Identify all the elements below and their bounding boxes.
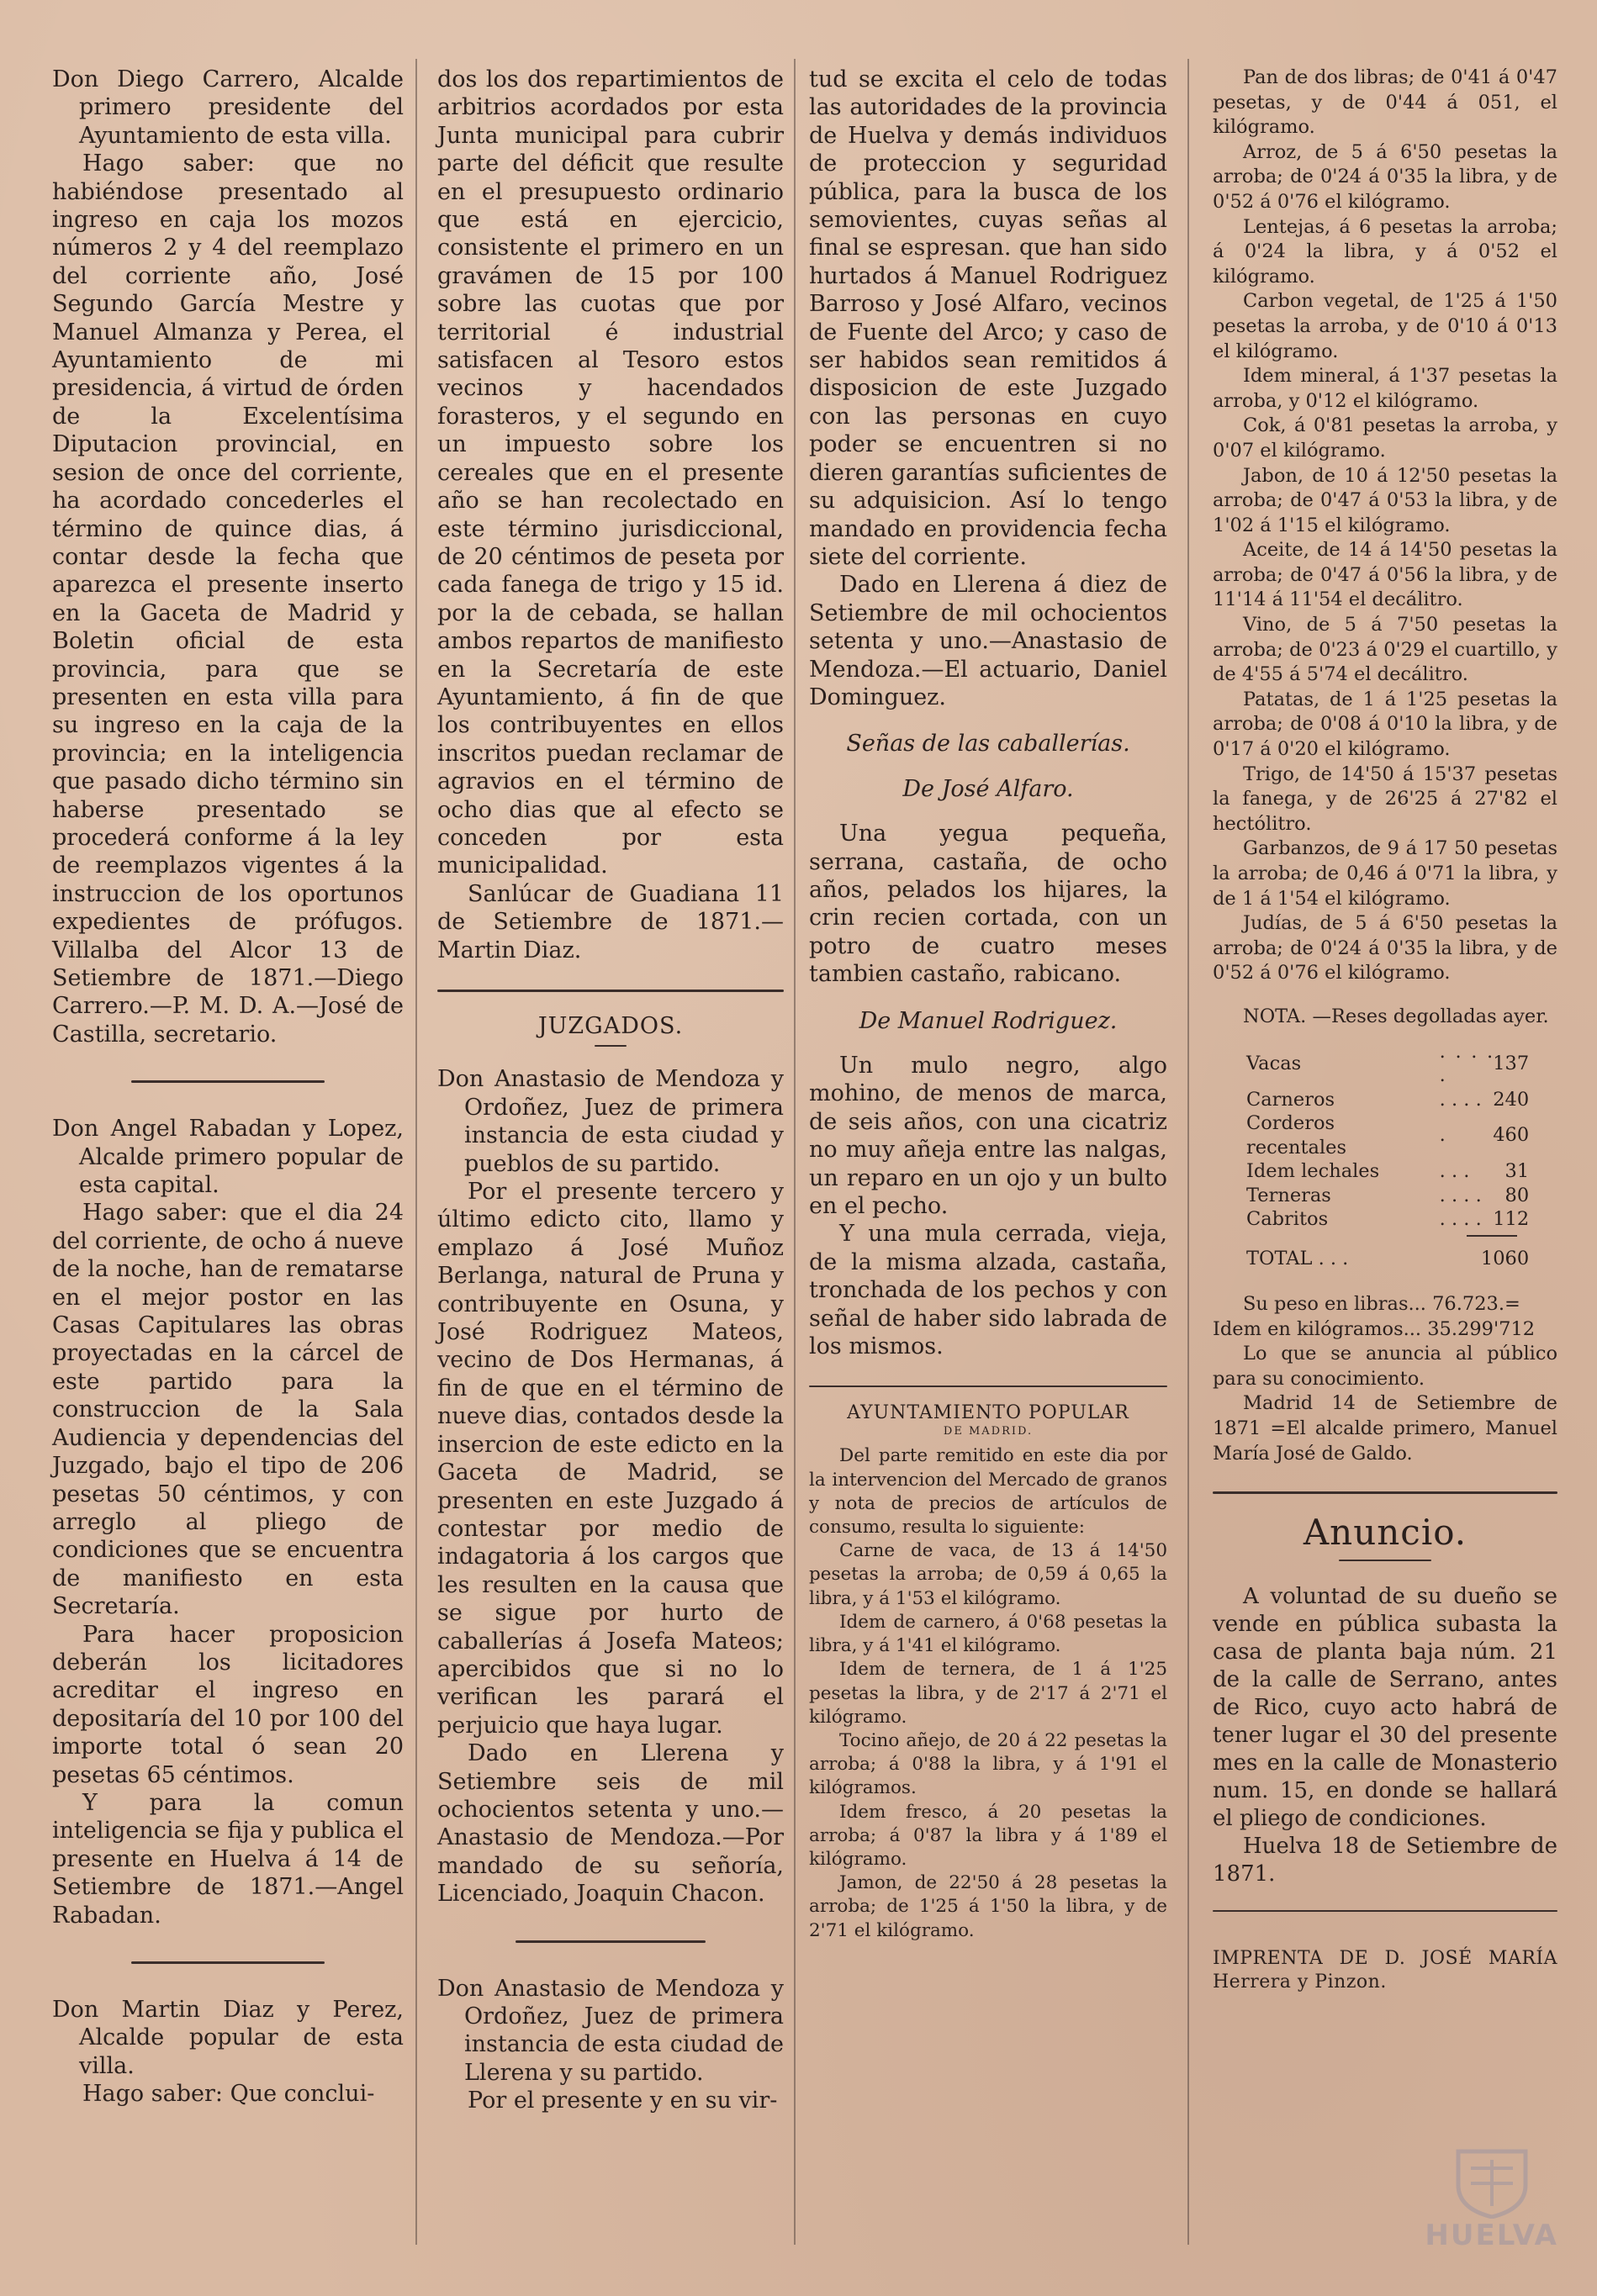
crest-icon <box>1446 2143 1538 2219</box>
heading-underline <box>595 1045 627 1047</box>
edict-header: Don Anastasio de Mendoza y Ordoñez, Juez de primera instancia de esta ciudad de Llerena y su partido. <box>437 1975 784 2086</box>
closing-signature: Madrid 14 de Setiembre de 1871 =El alcalde primero, Manuel María José de Galdo. <box>1213 1392 1557 1465</box>
column-4 <box>1213 66 1557 1994</box>
price-item: Carne de vaca, de 13 á 14'50 pesetas la arroba; de 0,59 á 0,65 la libra, y á 1'53 el kilógramo. <box>809 1540 1167 1609</box>
notice-paragraph: Hago saber: que el dia 24 del corriente, de ocho á nueve de la noche, han de rematarse en el mejor postor en las Casas Capitulares las obras proyectadas en la cárcel de este partido para la construccion de la Sala Audiencia y dependencias del Juzgado, bajo el tipo de 206 pesetas 50 céntimos, y con arreglo al pliego de condiciones que se encuentra de manifiesto en esta Secretaría. <box>52 1200 404 1620</box>
price-item: Cok, á 0'81 pesetas la arroba, y 0'07 el kilógramo. <box>1213 414 1557 462</box>
section-rule <box>437 990 784 992</box>
price-item: Idem mineral, á 1'37 pesetas la arroba, y 0'12 el kilógramo. <box>1213 365 1557 412</box>
description-rodriguez: Y una mula cerrada, vieja, de la misma alzada, castaña, tronchada de los pechos y con señal de haber sido labrada de los mismos. <box>809 1221 1167 1360</box>
price-item: Vino, de 5 á 7'50 pesetas la arroba; de 0'23 á 0'29 el cuartillo, y de 4'55 á 5'74 el decálitro. <box>1213 614 1557 686</box>
cattle-name: Cabritos <box>1246 1208 1329 1231</box>
edict-continuation: tud se excita el celo de todas las autoridades de la provincia de Huelva y demás individuos de proteccion y seguridad pública, para la busca de los semovientes, cuyas señas al final se espresan. que han sido hurtados á Manuel Rodriguez Barroso y José Alfaro, vecinos de Fuente del Arco; y caso de ser habidos sean remitidos á disposicion de este Juzgado con las personas en cuyo poder se encuentren si no dieren garantías suficientes de su adquisicion. Así lo tengo mandado en providencia fecha siete del corriente. <box>809 66 1167 570</box>
subheading-rodriguez: De Manuel Rodriguez. <box>859 1007 1118 1034</box>
section-rule <box>131 1961 325 1964</box>
cattle-name: Vacas <box>1246 1052 1302 1074</box>
price-item: Trigo, de 14'50 á 15'37 pesetas la fanega, y de 26'25 á 27'82 el hectólitro. <box>1213 763 1557 835</box>
anuncio-title: Anuncio. <box>1303 1512 1467 1554</box>
column-1 <box>52 66 404 2109</box>
market-intro: Del parte remitido en este dia por la intervencion del Mercado de granos y nota de precios de artículos de consumo, resulta lo siguiente: <box>809 1445 1167 1539</box>
edict-signature: Dado en Llerena á diez de Setiembre de mil ochocientos setenta y uno.—Anastasio de Mendoza.—El actuario, Daniel Dominguez. <box>809 572 1167 710</box>
price-item: Idem de ternera, de 1 á 1'25 pesetas la libra, y de 2'17 á 2'71 el kilógramo. <box>809 1659 1167 1728</box>
price-item: Jabon, de 10 á 12'50 pesetas la arroba; de 0'47 á 0'53 la libra, y de 1'02 á 1'15 el kilógramo. <box>1213 464 1557 536</box>
cattle-row <box>1246 1088 1529 1112</box>
cattle-row <box>1246 1111 1529 1159</box>
notice-header: Don Angel Rabadan y Lopez, Alcalde primero popular de esta capital. <box>52 1116 404 1199</box>
section-heading-juzgados: JUZGADOS. <box>537 1013 684 1039</box>
subheading-senas: Señas de las caballerías. <box>846 731 1130 757</box>
section-rule <box>131 1080 325 1083</box>
section-subheading: DE MADRID. <box>943 1425 1034 1438</box>
cattle-name: Idem lechales <box>1246 1160 1380 1183</box>
cattle-count: 31 <box>1504 1160 1530 1183</box>
price-item: Carbon vegetal, de 1'25 á 1'50 pesetas la arroba, y de 0'10 á 0'13 el kilógramo. <box>1213 290 1557 362</box>
cattle-row <box>1246 1040 1529 1088</box>
notice-header: Don Diego Carrero, Alcalde primero presidente del Ayuntamiento de esta villa. <box>52 66 404 149</box>
cattle-name: Corderos recentales <box>1246 1112 1346 1159</box>
column-divider <box>1187 59 1189 2245</box>
cattle-leader-dots: . . . <box>1439 1160 1470 1183</box>
cattle-leader-dots: . . . . <box>1439 1208 1482 1231</box>
price-item: Pan de dos libras; de 0'41 á 0'47 pesetas, y de 0'44 á 051, el kilógramo. <box>1213 66 1557 139</box>
column-divider <box>794 59 796 2245</box>
cattle-note: NOTA. —Reses degolladas ayer. <box>1243 1005 1549 1027</box>
description-alfaro: Una yegua pequeña, serrana, castaña, de ocho años, pelados los hijares, la crin recien cortada, con un potro de cuatro meses tambien castaño, rabicano. <box>809 821 1167 988</box>
section-rule <box>1213 1491 1557 1494</box>
anuncio-date: Huelva 18 de Setiembre de 1871. <box>1213 1834 1557 1887</box>
anuncio-body <box>1213 1583 1557 1888</box>
cattle-total <box>1246 1247 1529 1271</box>
price-item: Garbanzos, de 9 á 17 50 pesetas la arroba; de 0,46 á 0'71 la libra, y de 1 á 1'54 el kilógramo. <box>1213 837 1557 910</box>
edict-paragraph: Por el presente y en su vir- <box>468 2088 778 2114</box>
anuncio-paragraph: A voluntad de su dueño se vende en pública subasta la casa de planta baja núm. 21 de la calle de Serrano, antes de Rico, cuyo acto habrá de tener lugar el 30 del presente mes en la calle de Monasterio num. 15, en donde se hallará el pliego de condiciones. <box>1213 1584 1557 1832</box>
notice-paragraph: Para hacer proposicion deberán los licitadores acreditar el ingreso en depositaría del 10 por 100 del importe total ó sean 20 pesetas 65 céntimos. <box>52 1621 404 1788</box>
notice-signature: Sanlúcar de Guadiana 11 de Setiembre de 1871.—Martin Diaz. <box>437 880 784 963</box>
notice-paragraph: Y para la comun inteligencia se fija y publica el presente en Huelva á 14 de Setiembre de 1871.—Angel Rabadan. <box>52 1789 404 1929</box>
cattle-row <box>1246 1184 1529 1208</box>
price-item: Patatas, de 1 á 1'25 pesetas la arroba; de 0'08 á 0'10 la libra, y de 0'17 á 0'20 el kilógramo. <box>1213 688 1557 761</box>
description-rodriguez: Un mulo negro, algo mohino, de menos de marca, de seis años, con una cicatriz no muy añeja entre las nalgas, un reparo en un ojo y un bulto en el pecho. <box>809 1053 1167 1220</box>
total-label: TOTAL . . . <box>1246 1247 1349 1269</box>
total-rule <box>1467 1235 1517 1237</box>
column-divider <box>415 59 417 2245</box>
notice-header: Don Martin Diaz y Perez, Alcalde popular de esta villa. <box>52 1997 404 2079</box>
section-rule <box>516 1940 706 1943</box>
heading-underline <box>1339 1560 1431 1561</box>
price-item: Jamon, de 22'50 á 28 pesetas la arroba; de 1'25 á 1'50 la libra, y de 2'71 el kilógramo. <box>809 1872 1167 1941</box>
column-3 <box>809 66 1167 1943</box>
section-heading-ayuntamiento: AYUNTAMIENTO POPULAR <box>847 1402 1129 1424</box>
closing-text: Lo que se anuncia al público para su conocimiento. <box>1213 1343 1557 1390</box>
notice-continuation: dos los dos repartimientos de arbitrios acordados por esta Junta municipal para cubrir parte del déficit que resulte en el presupuesto ordinario que está en ejercicio, consistente el primero en un gravámen de 15 por 100 sobre las cuotas que por territorial é industrial satisfacen al Tesoro estos vecinos y hacendados forasteros, y el segundo en un impuesto sobre los cereales que en el presente año se han recolectado en este término jurisdiccional, de 20 céntimos de peseta por cada fanega de trigo y 15 id. por la de cebada, se hallan ambos repartos de manifiesto en la Secretaría de este Ayuntamiento, á fin de que los contribuyentes en ellos inscritos puedan reclamar de agravios en el término de ocho dias que al efecto se conceden por esta municipalidad. <box>437 66 784 879</box>
section-rule <box>809 1386 1167 1387</box>
price-item: Judías, de 5 á 6'50 pesetas la arroba; de 0'24 á 0'35 la libra, y de 0'52 á 0'76 el kilógramo. <box>1213 912 1557 984</box>
cattle-leader-dots: . . . . <box>1439 1184 1482 1206</box>
cattle-row <box>1246 1207 1529 1232</box>
watermark-text: HUELVA <box>1425 2219 1558 2252</box>
price-item: Lentejas, á 6 pesetas la arroba; á 0'24 la libra, y á 0'52 el kilógramo. <box>1213 215 1557 288</box>
notice-body: Hago saber: que no habiéndose presentado al ingreso en caja los mozos números 2 y 4 del reemplazo del corriente año, José Segundo García Mestre y Manuel Almanza y Perea, el Ayuntamiento de mi presidencia, á virtud de órden de la Excelentísima Diputacion provincial, en sesion de once del corriente, ha acordado concederles el término de quince dias, á contar desde la fecha que aparezca el presente inserto en la Gaceta de Madrid y Boletin oficial de esta provincia, para que se presenten en esta villa para su ingreso en la caja de la provincia; en la inteligencia que pasado dicho término sin haberse presentado se procederá conforme á la ley de reemplazos vigentes á la instruccion de los oportunos expedientes de prófugos. Villalba del Alcor 13 de Setiembre de 1871.—Diego Carrero.—P. M. D. A.—José de Castilla, secretario. <box>52 150 404 1048</box>
price-item: Idem de carnero, á 0'68 pesetas la libra, y á 1'41 el kilógramo. <box>809 1611 1167 1657</box>
weight-kilos: Idem en kilógramos... 35.299'712 <box>1213 1317 1536 1340</box>
price-item: Arroz, de 5 á 6'50 pesetas la arroba; de 0'24 á 0'35 la libra, y de 0'52 á 0'76 el kilógramo. <box>1213 140 1557 213</box>
cattle-count: 80 <box>1504 1184 1530 1206</box>
price-item: Idem fresco, á 20 pesetas la arroba; á 0'87 la libra y á 1'89 el kilógramo. <box>809 1801 1167 1870</box>
cattle-leader-dots: . . . . <box>1439 1088 1482 1111</box>
cattle-count: 240 <box>1493 1088 1530 1111</box>
cattle-count: 460 <box>1493 1124 1530 1147</box>
cattle-name: Carneros <box>1246 1088 1335 1111</box>
price-item: Aceite, de 14 á 14'50 pesetas la arroba; de 0'47 á 0'56 la libra, y de 11'14 á 11'54 el decálitro. <box>1213 539 1557 611</box>
cattle-count: 137 <box>1493 1052 1530 1074</box>
cattle-count: 112 <box>1493 1208 1530 1231</box>
column-2 <box>437 66 784 2115</box>
subheading-alfaro: De José Alfaro. <box>902 775 1074 802</box>
cattle-table <box>1246 1040 1529 1232</box>
price-item: Tocino añejo, de 20 á 22 pesetas la arroba; á 0'88 la libra, y á 1'91 el kilógramos. <box>809 1729 1167 1799</box>
edict-header: Don Anastasio de Mendoza y Ordoñez, Juez de primera instancia de esta ciudad y pueblos de su partido. <box>437 1066 784 1177</box>
cattle-row <box>1246 1159 1529 1184</box>
printer-imprint: IMPRENTA DE D. JOSÉ MARÍA Herrera y Pinzon. <box>1213 1948 1557 1993</box>
total-value: 1060 <box>1480 1247 1530 1269</box>
cattle-name: Terneras <box>1246 1184 1331 1206</box>
notice-paragraph: Hago saber: Que conclui- <box>82 2081 375 2108</box>
cattle-leader-dots: . <box>1439 1124 1446 1147</box>
edict-paragraph: Por el presente tercero y último edicto cito, llamo y emplazo á José Muñoz Berlanga, natural de Pruna y contribuyente en Osuna, y José Rodriguez Mateos, vecino de Dos Hermanas, á fin de que en el término de nueve dias, contados desde la insercion de este edicto en la Gaceta de Madrid, se presenten en este Juzgado á contestar por medio de indagatoria á los cargos que les resulten en la causa que se sigue por hurto de caballerías á Josefa Mateos; apercibidos que si no lo verifican les parará el perjuicio que haya lugar. <box>437 1179 784 1739</box>
section-rule <box>1213 1910 1557 1912</box>
weight-libras: Su peso en libras... 76.723.= <box>1243 1293 1520 1316</box>
edict-paragraph: Dado en Llerena y Setiembre seis de mil ochocientos setenta y uno.—Anastasio de Mendoza.—Por mandado de su señoría, Licenciado, Joaquin Chacon. <box>437 1740 784 1908</box>
cattle-leader-dots: . . . . . <box>1439 1040 1494 1087</box>
archive-watermark <box>1424 2143 1558 2252</box>
